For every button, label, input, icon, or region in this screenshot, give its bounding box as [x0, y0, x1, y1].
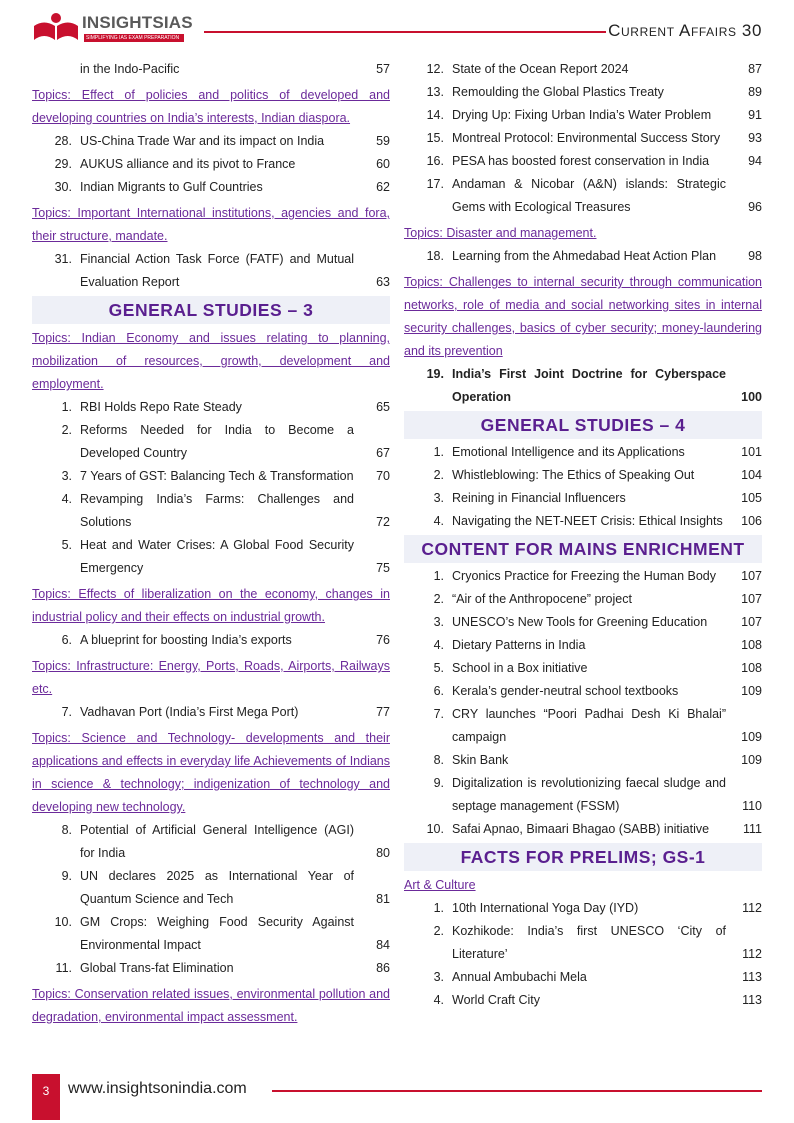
toc-entry-title: School in a Box initiative	[452, 661, 588, 675]
toc-entry[interactable]	[32, 465, 390, 488]
toc-entry-page: 107	[741, 569, 762, 583]
section-heading: GENERAL STUDIES – 4	[404, 411, 762, 439]
logo-tagline: SIMPLIFYING IAS EXAM PREPARATION	[84, 34, 184, 42]
toc-entry-title: Reining in Financial Influencers	[452, 491, 626, 505]
logo-wordmark: INSIGHTSIAS	[82, 13, 193, 32]
toc-entry-number: 31.	[54, 252, 72, 266]
toc-entry-number: 2.	[61, 423, 72, 437]
topic-heading-link[interactable]: Topics: Indian Economy and issues relating to planning, mobilization of resources, growth, development and employment.	[32, 331, 390, 391]
toc-entry-page: 109	[741, 753, 762, 767]
toc-entry[interactable]	[32, 130, 390, 153]
toc-entry-title: UNESCO’s New Tools for Greening Education	[452, 615, 708, 629]
toc-entry-number: 17.	[426, 177, 444, 191]
toc-entry-page: 86	[376, 961, 390, 975]
toc-entry-page: 100	[741, 390, 762, 404]
toc-entry-page: 57	[376, 62, 390, 76]
toc-entry-title: in the Indo-Pacific	[80, 62, 180, 76]
toc-entry[interactable]	[404, 680, 762, 703]
toc-entry-page: 109	[741, 684, 762, 698]
toc-entry-page: 106	[741, 514, 762, 528]
toc-entry-title: Revamping India’s Farms: Challenges and Solutions	[80, 492, 354, 529]
toc-entry-number: 1.	[433, 445, 444, 459]
toc-entry-number: 13.	[426, 85, 444, 99]
toc-entry-number: 19.	[426, 367, 444, 381]
toc-entry-title: Reforms Needed for India to Become a Developed Country	[80, 423, 354, 460]
toc-entry-number: 8.	[433, 753, 444, 767]
section-heading: FACTS FOR PRELIMS; GS-1	[404, 843, 762, 871]
toc-entry-title: Safai Apnao, Bimaari Bhagao (SABB) initiative	[452, 822, 710, 836]
toc-entry-title: Drying Up: Fixing Urban India’s Water Problem	[452, 108, 712, 122]
page-header	[0, 0, 794, 56]
toc-entry-title: Remoulding the Global Plastics Treaty	[452, 85, 664, 99]
toc-entry-number: 8.	[61, 823, 72, 837]
toc-entry[interactable]	[32, 58, 390, 81]
topic-heading-link[interactable]: Art & Culture	[404, 878, 476, 892]
toc-entry[interactable]	[404, 150, 762, 173]
topic-heading-link[interactable]: Topics: Conservation related issues, environmental pollution and degradation, environmental impact assessment.	[32, 987, 390, 1024]
toc-entry-page: 81	[376, 892, 390, 906]
toc-entry-page: 80	[376, 846, 390, 860]
toc-entry[interactable]	[404, 703, 762, 749]
toc-entry-number: 9.	[433, 776, 444, 790]
toc-entry-page: 93	[748, 131, 762, 145]
toc-entry-title: Vadhavan Port (India’s First Mega Port)	[80, 705, 299, 719]
topic-heading-link[interactable]: Topics: Challenges to internal security through communication networks, role of media and social networking sites in internal security challenges, basics of cyber security; money-laundering and its prevention	[404, 275, 762, 358]
toc-entry-title: Skin Bank	[452, 753, 509, 767]
toc-entry-title: UN declares 2025 as International Year of Quantum Science and Tech	[80, 869, 354, 906]
toc-entry[interactable]	[32, 419, 390, 465]
toc-entry[interactable]	[32, 153, 390, 176]
toc-left-column	[32, 58, 390, 1029]
toc-entry-page: 112	[742, 947, 762, 961]
toc-entry-title: 10th International Yoga Day (IYD)	[452, 901, 639, 915]
toc-entry[interactable]	[32, 911, 390, 957]
toc-entry[interactable]	[32, 865, 390, 911]
toc-entry-page: 65	[376, 400, 390, 414]
toc-entry[interactable]	[404, 920, 762, 966]
toc-entry-page: 63	[376, 275, 390, 289]
toc-entry-title: Heat and Water Crises: A Global Food Security Emergency	[80, 538, 354, 575]
toc-entry[interactable]	[404, 634, 762, 657]
section-heading: CONTENT FOR MAINS ENRICHMENT	[404, 535, 762, 563]
toc-entry-title: RBI Holds Repo Rate Steady	[80, 400, 242, 414]
toc-entry-page: 109	[741, 730, 762, 744]
toc-entry-title: Andaman & Nicobar (A&N) islands: Strategic Gems with Ecological Treasures	[452, 177, 726, 214]
toc-entry[interactable]	[404, 749, 762, 772]
toc-entry-number: 4.	[61, 492, 72, 506]
toc-entry[interactable]	[32, 534, 390, 580]
toc-entry-number: 3.	[433, 970, 444, 984]
toc-entry-number: 7.	[61, 705, 72, 719]
toc-entry-title: World Craft City	[452, 993, 540, 1007]
toc-entry-page: 75	[376, 561, 390, 575]
toc-entry-title: Navigating the NET-NEET Crisis: Ethical Insights	[452, 514, 723, 528]
topic-heading-link[interactable]: Topics: Infrastructure: Energy, Ports, Roads, Airports, Railways etc.	[32, 659, 390, 696]
toc-entry[interactable]	[404, 245, 762, 268]
toc-entry[interactable]	[404, 772, 762, 818]
toc-entry-page: 107	[741, 592, 762, 606]
page-footer	[0, 1074, 794, 1114]
toc-entry-number: 1.	[433, 569, 444, 583]
toc-entry[interactable]	[404, 588, 762, 611]
toc-entry-page: 84	[376, 938, 390, 952]
toc-entry-number: 2.	[433, 592, 444, 606]
toc-entry[interactable]	[32, 396, 390, 419]
toc-entry[interactable]	[404, 81, 762, 104]
toc-entry[interactable]	[404, 657, 762, 680]
toc-entry-number: 3.	[433, 491, 444, 505]
toc-entry[interactable]	[32, 248, 390, 294]
toc-entry-title: Montreal Protocol: Environmental Success Story	[452, 131, 721, 145]
toc-entry-page: 98	[748, 249, 762, 263]
toc-entry-page: 111	[742, 822, 762, 836]
toc-entry-page: 89	[748, 85, 762, 99]
toc-entry-number: 15.	[426, 131, 444, 145]
toc-entry-number: 10.	[54, 915, 72, 929]
topic-heading-link[interactable]: Topics: Science and Technology- developments and their applications and effects in everyday life Achievements of Indians in science & technology; indigenization of technology and developing new technology.	[32, 731, 390, 814]
toc-entry-number: 18.	[426, 249, 444, 263]
topic-heading-link[interactable]: Topics: Disaster and management.	[404, 226, 597, 240]
toc-entry-page: 112	[742, 901, 762, 915]
toc-entry[interactable]	[404, 464, 762, 487]
toc-entry-page: 110	[742, 799, 762, 813]
toc-entry-number: 28.	[54, 134, 72, 148]
toc-entry-page: 77	[376, 705, 390, 719]
toc-entry-number: 3.	[61, 469, 72, 483]
toc-entry-page: 72	[376, 515, 390, 529]
toc-entry-page: 60	[376, 157, 390, 171]
insightsias-logo	[30, 10, 200, 46]
toc-entry-page: 94	[748, 154, 762, 168]
toc-entry-number: 4.	[433, 993, 444, 1007]
toc-entry-page: 113	[742, 970, 762, 984]
toc-entry-title: Dietary Patterns in India	[452, 638, 586, 652]
topic-heading-link[interactable]: Topics: Important International institutions, agencies and fora, their structure, mandate.	[32, 206, 390, 243]
toc-entry-page: 59	[376, 134, 390, 148]
toc-entry-page: 87	[748, 62, 762, 76]
toc-entry-number: 2.	[433, 924, 444, 938]
toc-entry-title: State of the Ocean Report 2024	[452, 62, 629, 76]
header-divider	[204, 31, 606, 33]
toc-entry[interactable]	[404, 58, 762, 81]
toc-entry-number: 6.	[433, 684, 444, 698]
toc-entry-page: 113	[742, 993, 762, 1007]
toc-entry-title: Potential of Artificial General Intelligence (AGI) for India	[80, 823, 354, 860]
toc-entry-title: US-China Trade War and its impact on India	[80, 134, 325, 148]
toc-entry-number: 7.	[433, 707, 444, 721]
toc-entry-title: Kerala’s gender-neutral school textbooks	[452, 684, 679, 698]
toc-entry-number: 9.	[61, 869, 72, 883]
toc-entry[interactable]	[32, 488, 390, 534]
toc-entry-title: AUKUS alliance and its pivot to France	[80, 157, 296, 171]
toc-entry-number: 5.	[433, 661, 444, 675]
toc-entry-page: 62	[376, 180, 390, 194]
toc-entry-page: 105	[741, 491, 762, 505]
toc-entry[interactable]	[404, 565, 762, 588]
logo-reader-icon	[30, 10, 82, 46]
toc-entry-title: PESA has boosted forest conservation in India	[452, 154, 710, 168]
toc-entry[interactable]	[404, 363, 762, 409]
toc-entry-title: India’s First Joint Doctrine for Cyberspace Operation	[452, 367, 726, 404]
toc-entry-title: Global Trans-fat Elimination	[80, 961, 234, 975]
toc-entry-number: 4.	[433, 638, 444, 652]
toc-entry[interactable]	[404, 966, 762, 989]
toc-entry-number: 10.	[426, 822, 444, 836]
toc-entry-number: 14.	[426, 108, 444, 122]
toc-entry-page: 67	[376, 446, 390, 460]
toc-entry[interactable]	[404, 897, 762, 920]
page-number-badge: 3	[32, 1074, 60, 1120]
toc-entry-title: Whistleblowing: The Ethics of Speaking Out	[452, 468, 695, 482]
header-title: Current Affairs 30	[608, 21, 762, 40]
toc-entry[interactable]	[32, 629, 390, 652]
toc-entry[interactable]	[404, 989, 762, 1012]
toc-entry-number: 12.	[426, 62, 444, 76]
toc-entry[interactable]	[404, 104, 762, 127]
topic-heading-link[interactable]: Topics: Effects of liberalization on the economy, changes in industrial policy and their effects on industrial growth.	[32, 587, 390, 624]
toc-entry-number: 30.	[54, 180, 72, 194]
toc-entry-number: 4.	[433, 514, 444, 528]
toc-entry-page: 108	[741, 638, 762, 652]
toc-entry-number: 2.	[433, 468, 444, 482]
topic-heading-link[interactable]: Topics: Effect of policies and politics of developed and developing countries on India’s interests, Indian diaspora.	[32, 88, 390, 125]
toc-entry-title: 7 Years of GST: Balancing Tech & Transformation	[80, 469, 354, 483]
toc-entry[interactable]	[32, 701, 390, 724]
toc-entry-title: “Air of the Anthropocene” project	[452, 592, 632, 606]
toc-entry-number: 29.	[54, 157, 72, 171]
toc-entry[interactable]	[404, 441, 762, 464]
toc-entry[interactable]	[404, 510, 762, 533]
footer-url-link[interactable]: www.insightsonindia.com	[68, 1080, 247, 1097]
toc-entry-number: 3.	[433, 615, 444, 629]
toc-entry-page: 70	[376, 469, 390, 483]
toc-entry-title: Learning from the Ahmedabad Heat Action Plan	[452, 249, 717, 263]
toc-entry-number: 16.	[426, 154, 444, 168]
toc-entry-number: 1.	[61, 400, 72, 414]
toc-entry-page: 76	[376, 633, 390, 647]
toc-entry-number: 11.	[55, 961, 72, 975]
toc-entry[interactable]	[32, 176, 390, 199]
toc-entry-page: 107	[741, 615, 762, 629]
footer-divider	[272, 1090, 762, 1092]
toc-entry-title: Kozhikode: India’s first UNESCO ‘City of Literature’	[452, 924, 726, 961]
toc-entry[interactable]	[404, 487, 762, 510]
toc-entry-title: CRY launches “Poori Padhai Desh Ki Bhalai” campaign	[452, 707, 726, 744]
toc-right-column	[404, 58, 762, 1012]
toc-entry-page: 96	[748, 200, 762, 214]
toc-entry[interactable]	[404, 127, 762, 150]
toc-entry-page: 101	[741, 445, 762, 459]
toc-entry[interactable]	[404, 818, 762, 841]
toc-entry-page: 104	[741, 468, 762, 482]
toc-entry-title: Digitalization is revolutionizing faecal sludge and septage management (FSSM)	[452, 776, 726, 813]
toc-entry-page: 91	[748, 108, 762, 122]
toc-entry[interactable]	[404, 611, 762, 634]
section-heading: GENERAL STUDIES – 3	[32, 296, 390, 324]
toc-entry-title: A blueprint for boosting India’s exports	[80, 633, 292, 647]
toc-entry-page: 108	[741, 661, 762, 675]
toc-entry-title: GM Crops: Weighing Food Security Against Environmental Impact	[80, 915, 354, 952]
toc-entry-number: 6.	[61, 633, 72, 647]
toc-entry[interactable]	[404, 173, 762, 219]
toc-entry-title: Financial Action Task Force (FATF) and Mutual Evaluation Report	[80, 252, 354, 289]
toc-entry-title: Cryonics Practice for Freezing the Human Body	[452, 569, 716, 583]
toc-entry-title: Annual Ambubachi Mela	[452, 970, 587, 984]
toc-entry-number: 5.	[61, 538, 72, 552]
toc-entry-title: Emotional Intelligence and its Applications	[452, 445, 685, 459]
toc-entry-title: Indian Migrants to Gulf Countries	[80, 180, 263, 194]
toc-entry[interactable]	[32, 819, 390, 865]
toc-entry-number: 1.	[433, 901, 444, 915]
toc-entry[interactable]	[32, 957, 390, 980]
